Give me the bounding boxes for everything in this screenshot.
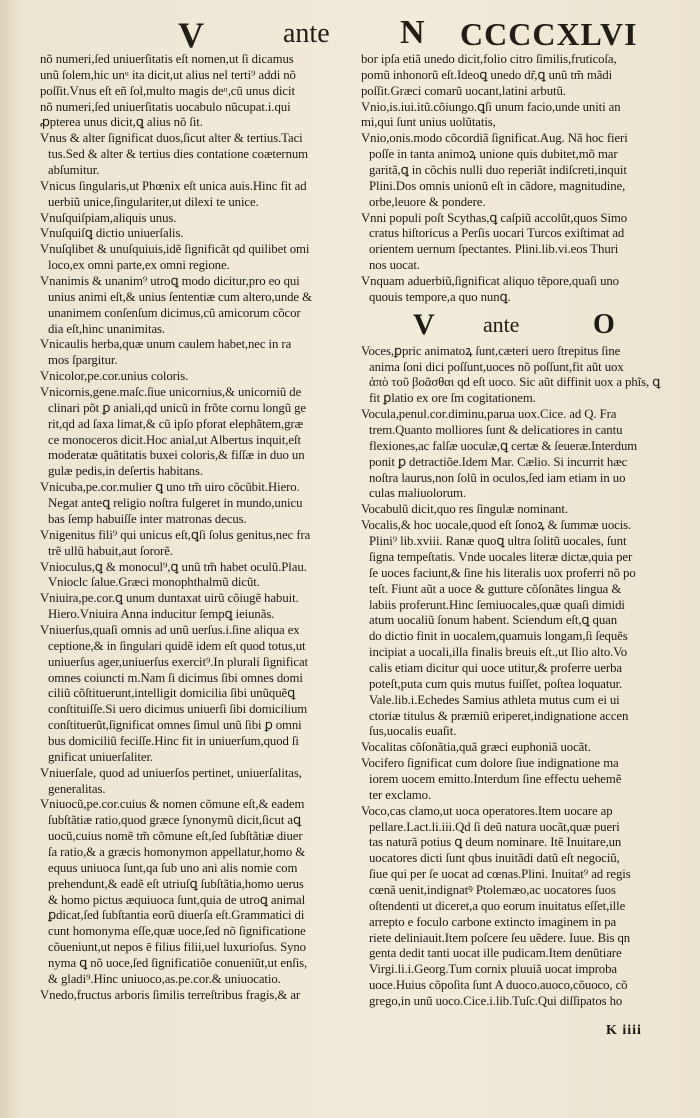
text-line: Virgi.li.i.Georg.Tum cornix pluuiã uocat improba	[369, 962, 617, 977]
section-heading	[361, 308, 663, 342]
text-line: uocatores dicti ſunt qbus inuitãdi datũ eſt negociũ,	[369, 851, 620, 866]
text-line: poſſit.Græci comarũ uocant,latini arbutũ.	[361, 83, 566, 98]
text-line: ἀπὸ τοῦ βοᾶσθαι qd eſt uoco. Sic aũt diffinit uox a phĩs, ꝗ	[369, 375, 661, 390]
text-line: loco,ex omni parte,ex omni regione.	[48, 258, 230, 273]
text-line: gnificat uniuerſaliter.	[48, 749, 154, 764]
text-line: ſus,uocalis euaſit.	[369, 724, 457, 739]
signature-mark: K iiii	[606, 1023, 642, 1038]
text-line: nyma ꝗ nõ uoce,ſed ſignificatiõe conueniũt,ut enſis,	[48, 955, 308, 970]
text-line: bus domiciliũ feciſſe.Hinc fit in uniuerſum,quod ſi	[48, 733, 299, 748]
section-letter: O	[593, 308, 615, 340]
text-line: ce monoceros dicit.Hoc anial,ut Albertus inquit,eſt	[48, 432, 301, 447]
text-line: bas ſemp habuiſſe inter matronas decus.	[48, 511, 247, 526]
text-line: Voco,cas clamo,ut uoca operatores.Item uocare ap	[361, 803, 613, 818]
text-line: Voces,ꝑpric animatoꝝ ſunt,cæteri uero ſtrepitus ſine	[361, 343, 621, 358]
text-line: gulæ pedis,in deſertis habitans.	[48, 464, 203, 479]
right-column-top	[361, 52, 663, 306]
text-line: ciliũ cõſtituerunt,intelligit domicilia ſibi unũquẽꝗ	[48, 686, 296, 701]
text-line: clinari põt ꝑ aniali,qd unicũ in frõte cornu longũ ge	[48, 400, 306, 415]
text-line: pomũ inhonorũ eſt.Ideoꝗ unedo dr̃,ꝗ unũ tm̃ mãdi	[361, 67, 613, 82]
text-line: mi,qui ſunt unius uolũtatis,	[361, 115, 496, 130]
text-line: riete deliniauit.Item poſcere ſeu uẽdere. Iuue. Bis qn	[369, 930, 631, 945]
text-line: Vnicaulis herba,quæ unum caulem habet,nec in ra	[40, 337, 292, 352]
text-line: uerbiũ unice,ſingulariter,ut dilexi te unice.	[48, 194, 259, 209]
text-line: Vnicuba,pe.cor.mulier ꝗ uno tm̃ uiro cõcũbit.Hiero.	[40, 480, 300, 495]
text-line: noſtra laurus,non ſolũ in oculos,ſed iam etiam in uo	[369, 470, 626, 485]
text-line: anima ſoni dici poſſunt,uoces nõ poſſunt,fit aũt uox	[369, 359, 624, 374]
text-line: uniuerſus ager,uniuerſus exercit⁹.In pluralí ſignificat	[48, 654, 308, 669]
text-line: genta dedit tanti uocat ille pudicam.Item denũtiare	[369, 946, 622, 961]
text-line: oſtendenti ut diceret,a quo eorum inuitatus eſſet,ille	[369, 898, 626, 913]
text-line: atum uocaliũ ſonum habent. Sciendum eſt,ꝗ quan	[369, 613, 618, 628]
text-line: equus uniuoca ſunt,qa ſub uno ani alis nomie com	[48, 860, 298, 875]
text-line: Vocabulũ dicit,quo res ſingulæ nominant.	[361, 502, 568, 517]
left-column	[40, 52, 348, 1004]
text-line: uoce.Huius cõpoſita ſunt A duoco.auoco,cõuoco, cõ	[369, 978, 628, 993]
text-line: Vale.lib.i.Echedes Samius athleta mutus cum ei ui	[369, 692, 620, 707]
text-line: Vnuſquiſꝗ dictio uniuerſalis.	[40, 226, 184, 241]
text-line: dia eſt,hinc unanimitas.	[48, 321, 166, 336]
section-initial: V	[413, 307, 435, 341]
text-line: cœnã uenit,indignatꝰ Ptolemæo,ac uocatores ſuos	[369, 882, 616, 897]
text-line: trem.Quanto molliores ſunt & delicatiores in cantu	[369, 423, 623, 438]
text-line: iorem uocem emitto.Interdum ſine effectu uehemẽ	[369, 771, 622, 786]
text-line: ſa ratio,& a græcis homonymon appellatur,homo &	[48, 844, 306, 859]
text-line: ctoriæ titulus & præmiũ eriperet,indignatione accen	[369, 708, 629, 723]
text-line: conſtituiſſe.Si uero dicimus uniuerſi ſibi domicilium	[48, 702, 308, 717]
right-column	[361, 52, 663, 1010]
text-line: unanimem conſenſum dicimus,cũ amicorum cõcor	[48, 305, 301, 320]
text-line: ꝓpterea unus dicit,ꝗ alius nõ ſit.	[40, 115, 203, 130]
text-line: ꝑdicat,ſed ſubſtantia eorũ diuerſa eſt.Grammatici di	[48, 908, 305, 923]
text-line: omnes coiuncti m.Nam ſi dicimus ſibi omnes domi	[48, 670, 303, 685]
text-line: unius animi eſt,& unius ſententiæ cum altero,unde &	[48, 289, 312, 304]
text-line: abſumitur.	[48, 163, 100, 178]
text-line: ſe uoces faciunt,& ſine his literalis uox proferri nõ po	[369, 565, 636, 580]
text-line: Vocalis,& hoc uocale,quod eſt ſonoꝝ & ſummæ uocis.	[361, 518, 632, 533]
text-line: Vnigenitus fili⁹ qui unicus eſt,ꝗſi ſolus genitus,nec fra	[40, 527, 311, 542]
text-line: Vnioclc ſalue.Græci monophthalmũ dicũt.	[48, 575, 260, 590]
text-line: generalitas.	[48, 781, 106, 796]
running-header	[0, 12, 700, 55]
text-line: poſſit.Vnus eſt eñ ſol,multo magis deᵘ,cũ unus dicit	[40, 83, 295, 98]
text-line: tus.Sed & alter & tertius dies contatione coæternum	[48, 147, 309, 162]
header-letter: N	[400, 14, 425, 51]
text-line: poſſe in tanta animoꝝ unione quis dubitet,mõ mar	[369, 147, 618, 162]
text-line: quouis tempore,a quo nunꝗ.	[369, 289, 511, 304]
text-line: arrepto e foculo carbone extincto imaginem in pa	[369, 914, 617, 929]
text-line: Vniuerſale, quod ad uniuerſos pertinet, uniuerſalitas,	[40, 765, 302, 780]
text-line: grego,in unũ uoco.Cice.i.lib.Tuſc.Qui diſſipatos ho	[369, 993, 623, 1008]
text-line: culas maliuolorum.	[369, 486, 467, 501]
text-line: garitã,ꝗ in cõchis nulli duo reperiãt indiſcreti,inquit	[369, 163, 627, 178]
text-line: poteſt,puta cum quis mutus fuiſſet, poſtea loquatur.	[369, 676, 623, 691]
text-line: Negat anteꝗ religio noſtra fulgeret in mundo,unicu	[48, 496, 303, 511]
text-line: prehendunt,& eadẽ eſt utriuſꝗ ſubſtãtia,homo uerus	[48, 876, 304, 891]
text-line: Vniuocũ,pe.cor.cuius & nomen cõmune eſt,& eadem	[40, 797, 305, 812]
text-line: Vnio,is.iui.itũ.cõiungo.ꝗſi unum facio,unde uniti an	[361, 99, 621, 114]
text-line: ter exclamo.	[369, 787, 432, 802]
text-line: Vocifero ſignificat cum dolore ſiue indignatione ma	[361, 756, 619, 771]
text-line: nõ numeri,ſed uniuerſitatis uocabulo nũcupat.i.qui	[40, 99, 291, 114]
text-line: Vnicolor,pe.cor.unius coloris.	[40, 369, 189, 384]
text-line: Vnioculus,ꝗ & monocul⁹,ꝗ unũ tm̃ habet oculũ.Plau.	[40, 559, 307, 574]
text-line: Vnuſqlibet & unuſquiuis,idẽ ſignificãt qd quilibet omi	[40, 242, 310, 257]
text-line: Vnquam aduerbiũ,ſignificat aliquo tẽpore,quaſi uno	[361, 274, 619, 289]
text-line: nos uocat.	[369, 258, 420, 273]
text-line: Vocalitas cõſonãtia,quã græci euphoniã uocãt.	[361, 740, 591, 755]
text-line: ponit ꝑ detractiõe.Idem Mar. Cælio. Si incurrit hæc	[369, 454, 628, 469]
text-line: nõ numeri,ſed uniuerſitatis eſt nomen,ut ſi dicamus	[40, 52, 294, 66]
text-line: Vnuſquiſpiam,aliquis unus.	[40, 210, 177, 225]
text-line: calis etiam dicitur qui uoce utitur,& proferre uerba	[369, 660, 622, 675]
text-line: do dictio finit in uocalem,quamuis longam,ſi ſequẽs	[369, 629, 628, 644]
text-line: incipiat a uocali,illa finalis breuis eſt.,ut Ilio alto.Vo	[369, 645, 628, 660]
text-line: Vnicornis,gene.maſc.ſiue unicornius,& unicorniũ de	[40, 385, 302, 400]
text-line: uocũ,cuius nomẽ tm̃ cõmune eſt,ſed ſubſtãtiæ diuer	[48, 829, 303, 844]
text-line: ceptione,& in ſingulari quidẽ idem eſt quod totus,ut	[48, 638, 306, 653]
text-line: mos ſpargitur.	[48, 353, 118, 368]
text-line: Vniuira,pe.cor.ꝗ unum duntaxat uirũ cõiugẽ habuit.	[40, 591, 299, 606]
text-line: Hiero.Vniuira Anna inducitur ſempꝗ ieiunãs.	[48, 607, 275, 622]
text-line: ſigna tempeſtatis. Vnde uocales literæ dictæ,quia per	[369, 549, 633, 564]
text-line: Vnicus ſingularis,ut Phœnix eſt unica auis.Hinc fit ad	[40, 178, 307, 193]
text-line: Plini.Dos omnis unionũ eſt in cãdore, magnitudine,	[369, 178, 626, 193]
text-line: Vnanimis & unanim⁹ utroꝗ modo dicitur,pro eo qui	[40, 274, 300, 289]
text-line: moderatæ quãtitatis buxei coloris,& fiſſæ in duo un	[48, 448, 305, 463]
text-line: orbe,leuore & pondere.	[369, 194, 486, 209]
text-line: unũ ſolem,hic unᵘ ita dicit,ut alius nel terti⁹ addi nõ	[40, 67, 296, 82]
text-line: conſtituerũt,ſignificat omnes ſimul unũ ſibi ꝑ omni	[48, 718, 302, 733]
text-line: Vniuerſus,quaſi omnis ad unũ uerſus.i.ſine aliqua ex	[40, 622, 300, 637]
text-line: tas naturã potius ꝗ deum nominare. Itẽ Inuitare,un	[369, 835, 622, 850]
text-line: & homo pictus æquiuoca ſunt,quia de utroꝗ animal	[48, 892, 306, 907]
text-line: Vnus & alter ſignificat duos,ſicut alter & tertius.Taci	[40, 131, 303, 146]
text-line: Vnio,onis.modo cõcordiã ſignificat.Aug. Nã hoc fieri	[361, 131, 628, 146]
text-line: labiis proferunt.Hinc ſemiuocales,quæ quaſi dimidi	[369, 597, 625, 612]
text-line: Vocula,penul.cor.diminu,parua uox.Cice. ad Q. Fra	[361, 407, 617, 422]
text-line: rit,qd ad ſaxa limat,& cũ ipſo pforat elephãtem,græ	[48, 416, 304, 431]
text-line: trẽ ullũ habuit,aut ſororẽ.	[48, 543, 173, 558]
text-line: Plini⁹ lib.xviii. Ranæ quoꝗ ultra ſolitũ uocales, ſunt	[369, 534, 627, 549]
text-line: cõueniunt,ut nepos ē filius filii,uel luxurioſus. Syno	[48, 940, 306, 955]
text-line: & gladi⁹.Hinc uniuoco,as.pe.cor.& uniuocatio.	[48, 971, 281, 986]
text-line: flexiones,ac falſæ uoculæ,ꝗ certæ & ſeueræ.Interdum	[369, 438, 638, 453]
text-line: ſubſtãtiæ ratio,quod græce ſynonymũ dicit,ſicut aꝗ	[48, 813, 301, 828]
text-line: bor ipſa etiã unedo dicit,folio citro ſimilis,fruticoſa,	[361, 52, 617, 66]
folio-number: CCCCXLVI	[460, 16, 638, 52]
header-initial: V	[178, 15, 204, 55]
text-line: fit ꝑlatio ex ore ſm cogitationem.	[369, 391, 536, 406]
text-line: cratus hiſtoricus a Perſis uocari Turcos exiſtimat ad	[369, 226, 625, 241]
text-line: Vnedo,fructus arboris ſimilis terreſtribus fragis,& ar	[40, 987, 301, 1002]
text-line: teſt. Fiunt aũt a uoce & gutture cõſonãtes lingua &	[369, 581, 622, 596]
text-line: pellare.Lact.li.iii.Qd ſi deũ natura uocãt,quæ pueri	[369, 819, 620, 834]
right-column-bottom	[361, 344, 663, 1010]
text-line: orientem uernum ſpectantes. Plini.lib.vi.eos Thuri	[369, 242, 619, 257]
text-line: cunt homonyma eſſe,quæ uoce,ſed nõ ſignificatione	[48, 924, 306, 939]
text-line: ſiue qui per ſe uocat ad cœnas.Plini. Inuitat⁹ ad regis	[369, 867, 631, 882]
text-line: Vnni populi poſt Scythas,ꝗ caſpiũ accolũt,quos Simo	[361, 210, 628, 225]
header-ante: ante	[283, 18, 330, 49]
section-ante: ante	[483, 311, 520, 337]
